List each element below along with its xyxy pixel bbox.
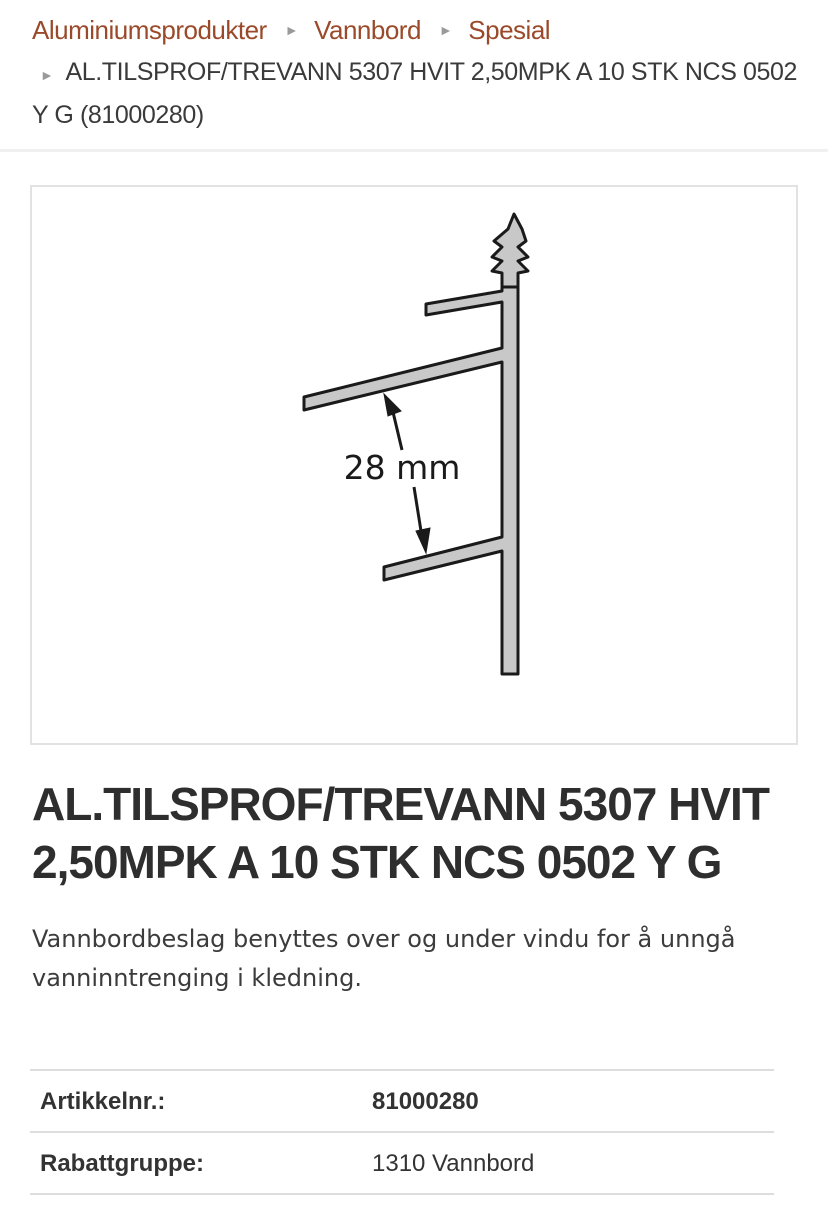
breadcrumb-link-spesial[interactable]: Spesial	[468, 14, 551, 45]
breadcrumb-link-vannbord[interactable]: Vannbord	[314, 14, 421, 45]
profile-shape	[304, 214, 528, 674]
spec-value-article-number: 81000280	[372, 1088, 479, 1115]
breadcrumb-link-aluminiumsprodukter[interactable]: Aluminiumsprodukter	[32, 14, 267, 45]
breadcrumb	[0, 0, 828, 152]
profile-drawing	[32, 187, 800, 747]
product-image[interactable]	[30, 185, 798, 745]
breadcrumb-links	[32, 12, 550, 48]
spec-table	[30, 1069, 774, 1195]
page-title: AL.TILSPROF/TREVANN 5307 HVIT 2,50MPK A 10 STK NCS 0502 Y G	[32, 778, 769, 888]
product-description: Vannbordbeslag benyttes over og under vindu for å unngå vanninntrenging i kledning.	[32, 925, 736, 992]
profile-serrated-top	[492, 214, 528, 287]
breadcrumb-separator-icon: ►	[40, 67, 54, 83]
breadcrumb-separator-icon: ►	[284, 22, 299, 38]
breadcrumb-current-label: AL.TILSPROF/TREVANN 5307 HVIT 2,50MPK A 10 STK NCS 0502 Y G (81000280)	[32, 58, 798, 129]
spec-label-article-number: Artikkelnr.:	[40, 1088, 166, 1115]
table-row	[30, 1133, 774, 1195]
breadcrumb-separator-icon: ►	[438, 22, 453, 38]
dimension-label: 28 mm	[343, 448, 461, 487]
breadcrumb-current	[32, 52, 802, 135]
table-row	[30, 1071, 774, 1133]
spec-label-discount-group: Rabattgruppe:	[40, 1150, 204, 1177]
spec-value-discount-group: 1310 Vannbord	[372, 1150, 535, 1177]
